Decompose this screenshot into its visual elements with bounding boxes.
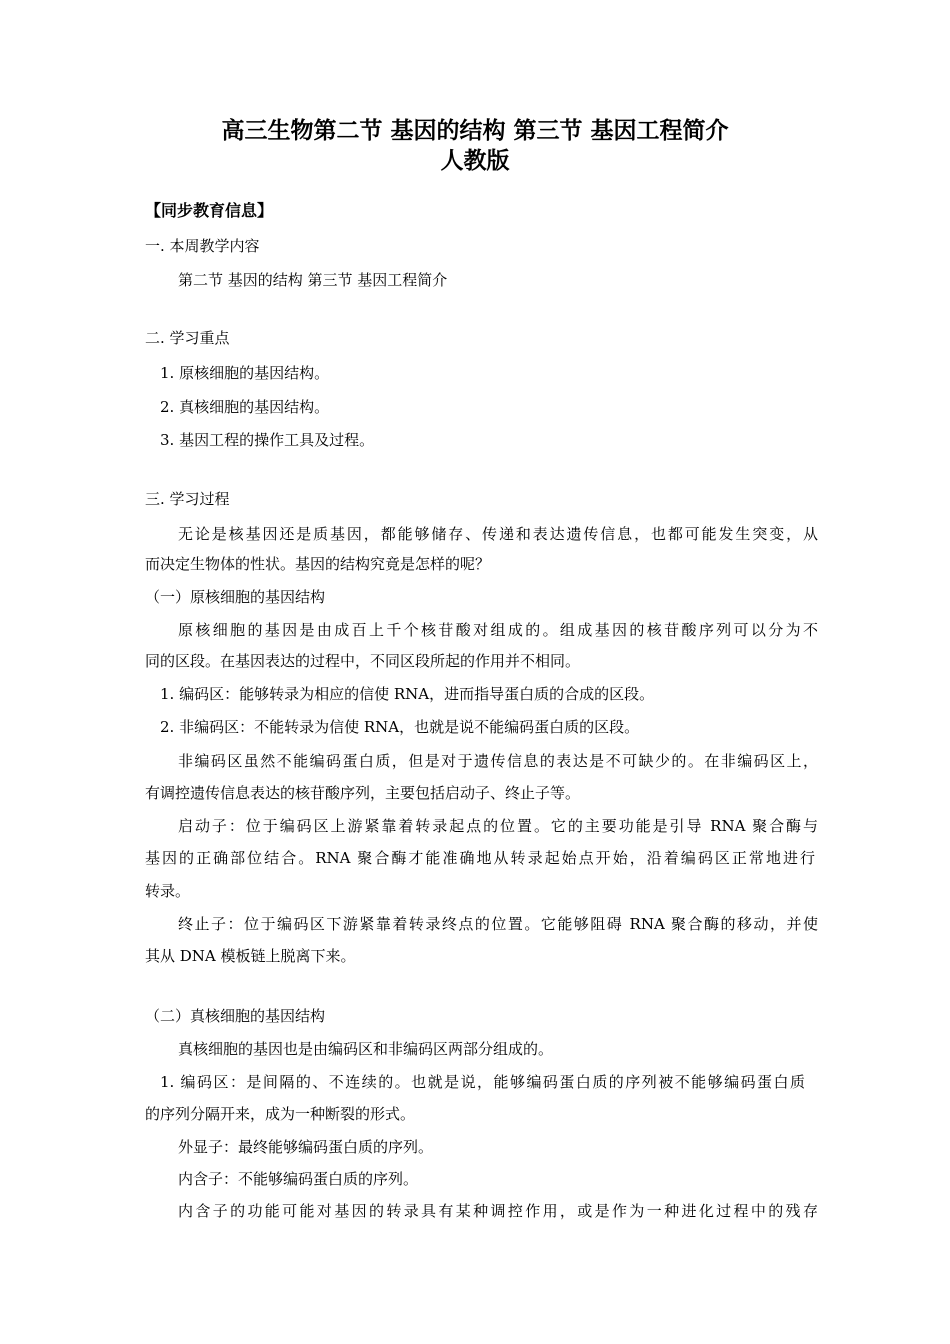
sub1-p2-line-2: 有调控遗传信息表达的核苷酸序列，主要包括启动子、终止子等。 [145,784,581,802]
sub1-item-2: 2. 非编码区：不能转录为信使 RNA，也就是说不能编码蛋白质的区段。 [160,718,640,736]
sub1-p3-line-3: 转录。 [145,882,191,900]
title-line-2: 人教版 [440,148,510,174]
section3-intro-line-2: 而决定生物体的性状。基因的结构究竟是怎样的呢？ [145,555,491,573]
sub1-p4-line-1: 终止子：位于编码区下游紧靠着转录终点的位置。它能够阻碍 RNA 聚合酶的移动，并使 [178,915,818,933]
section1-content: 第二节 基因的结构 第三节 基因工程简介 [178,271,448,289]
sub2-item1-line-2: 的序列分隔开来，成为一种断裂的形式。 [145,1105,416,1123]
section2-heading: 二. 学习重点 [145,329,230,347]
sub1-p1-line-1: 原核细胞的基因是由成百上千个核苷酸对组成的。组成基因的核苷酸序列可以分为不 [178,621,818,639]
sub2-heading: （二）真核细胞的基因结构 [145,1007,326,1025]
sub2-item1-line-1: 1. 编码区：是间隔的、不连续的。也就是说，能够编码蛋白质的序列被不能够编码蛋白质 [160,1073,805,1091]
section3-heading: 三. 学习过程 [145,490,230,508]
sub1-p1-line-2: 同的区段。在基因表达的过程中，不同区段所起的作用并不相同。 [145,652,581,670]
sub2-p1: 真核细胞的基因也是由编码区和非编码区两部分组成的。 [178,1040,554,1058]
sub1-p2-line-1: 非编码区虽然不能编码蛋白质，但是对于遗传信息的表达是不可缺少的。在非编码区上， [178,752,818,770]
sub1-p4-line-2: 其从 DNA 模板链上脱离下来。 [145,947,356,965]
sub1-p3-line-2: 基因的正确部位结合。RNA 聚合酶才能准确地从转录起始点开始，沿着编码区正常地进行 [145,849,815,867]
sub1-item-1: 1. 编码区：能够转录为相应的信使 RNA，进而指导蛋白质的合成的区段。 [160,685,655,703]
title-line-1: 高三生物第二节 基因的结构 第三节 基因工程简介 [221,118,729,144]
sub2-exon: 外显子：最终能够编码蛋白质的序列。 [178,1138,434,1156]
section1-heading: 一. 本周教学内容 [145,237,260,255]
section2-item-3: 3. 基因工程的操作工具及过程。 [160,431,375,449]
section3-intro-line-1: 无论是核基因还是质基因，都能够储存、传递和表达遗传信息，也都可能发生突变，从 [178,525,818,543]
sync-info-header: 【同步教育信息】 [145,201,274,220]
section2-item-1: 1. 原核细胞的基因结构。 [160,364,330,382]
section2-item-2: 2. 真核细胞的基因结构。 [160,398,330,416]
sub2-p2: 内含子的功能可能对基因的转录具有某种调控作用，或是作为一种进化过程中的残存 [178,1202,818,1220]
sub1-p3-line-1: 启动子：位于编码区上游紧靠着转录起点的位置。它的主要功能是引导 RNA 聚合酶与 [178,817,818,835]
sub1-heading: （一）原核细胞的基因结构 [145,588,326,606]
sub2-intron: 内含子：不能够编码蛋白质的序列。 [178,1170,419,1188]
